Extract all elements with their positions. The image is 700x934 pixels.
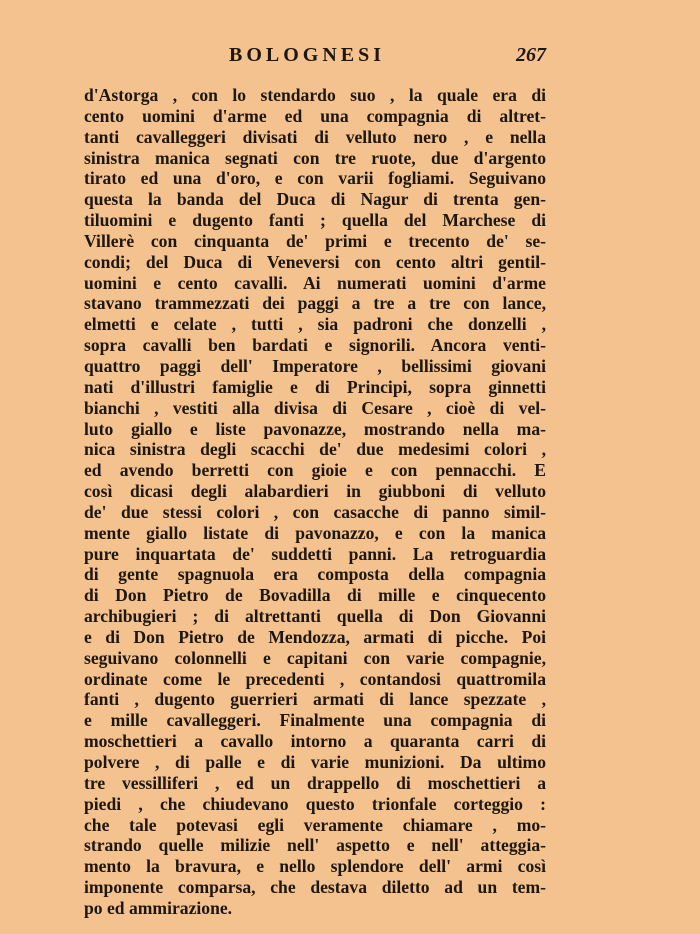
text-line: archibugieri ; di altrettanti quella di Don Giovanni (84, 606, 546, 627)
text-line: tirato ed una d'oro, e con varii fogliami. Seguivano (84, 168, 546, 189)
page-header (84, 44, 546, 72)
text-line: po ed ammirazione. (84, 897, 233, 918)
text-line: tiluomini e dugento fanti ; quella del Marchese di (84, 210, 546, 231)
text-line: nica sinistra degli scacchi de' due medesimi colori , (84, 439, 546, 460)
text-line: condi; del Duca di Veneversi con cento altri gentil- (84, 251, 546, 272)
text-line: d'Astorga , con lo stendardo suo , la quale era di (84, 85, 546, 105)
text-line: e mille cavalleggeri. Finalmente una compagnia di (84, 710, 546, 731)
text-line: di Don Pietro de Bovadilla di mille e cinquecento (84, 585, 546, 606)
body-text (84, 85, 546, 919)
text-line: cento uomini d'arme ed una compagnia di altret- (84, 105, 546, 126)
text-line: moschettieri a cavallo intorno a quaranta carri di (84, 731, 546, 752)
text-line: e di Don Pietro de Mendozza, armati di picche. Poi (84, 626, 546, 647)
text-line: quattro paggi dell' Imperatore , bellissimi giovani (84, 355, 546, 376)
text-line: ed avendo berretti con gioie e con pennacchi. E (84, 460, 546, 481)
text-line: de' due stessi colori , con casacche di panno simil- (84, 501, 546, 522)
text-line: strando quelle milizie nell' aspetto e nell' atteggia- (84, 835, 546, 856)
running-title: BOLOGNESI (229, 44, 386, 66)
text-line: così dicasi degli alabardieri in giubboni di velluto (84, 481, 546, 502)
text-line: ordinate come le precedenti , contandosi quattromila (84, 668, 546, 689)
text-line: nati d'illustri famiglie e di Principi, sopra ginnetti (84, 376, 546, 397)
text-line: sopra cavalli ben bardati e signorili. Ancora venti- (84, 335, 546, 356)
text-line: stavano trammezzati dei paggi a tre a tre con lance, (84, 293, 546, 314)
text-line: seguivano colonnelli e capitani con varie compagnie, (84, 647, 546, 668)
text-line: piedi , che chiudevano questo trionfale corteggio : (84, 793, 546, 814)
text-line: imponente comparsa, che destava diletto ad un tem- (84, 877, 546, 898)
text-line: luto giallo e liste pavonazze, mostrando nella ma- (84, 418, 546, 439)
text-line: polvere , di palle e di varie munizioni. Da ultimo (84, 752, 546, 772)
text-line: che tale potevasi egli veramente chiamare , mo- (84, 814, 546, 835)
text-line: questa la banda del Duca di Nagur di trenta gen- (84, 189, 546, 210)
text-line: sinistra manica segnati con tre ruote, due d'argento (84, 147, 546, 168)
page-number: 267 (516, 44, 546, 66)
text-line: tanti cavalleggeri divisati di velluto nero , e nella (84, 126, 546, 147)
text-line: bianchi , vestiti alla divisa di Cesare , cioè di vel- (84, 397, 546, 418)
text-line: di gente spagnuola era composta della compagnia (84, 564, 546, 585)
text-line: fanti , dugento guerrieri armati di lance spezzate , (84, 689, 546, 710)
text-line: pure inquartata de' suddetti panni. La retroguardia (84, 543, 546, 564)
text-line: elmetti e celate , tutti , sia padroni che donzelli , (84, 314, 546, 335)
text-line: tre vessilliferi , ed un drappello di moschettieri a (84, 772, 546, 793)
text-line: mento la bravura, e nello splendore dell' armi così (84, 856, 546, 877)
text-line: mente giallo listate di pavonazzo, e con la manica (84, 522, 546, 543)
text-line: Villerè con cinquanta de' primi e trecento de' se- (84, 230, 546, 251)
text-line: uomini e cento cavalli. Ai numerati uomini d'arme (84, 272, 546, 293)
